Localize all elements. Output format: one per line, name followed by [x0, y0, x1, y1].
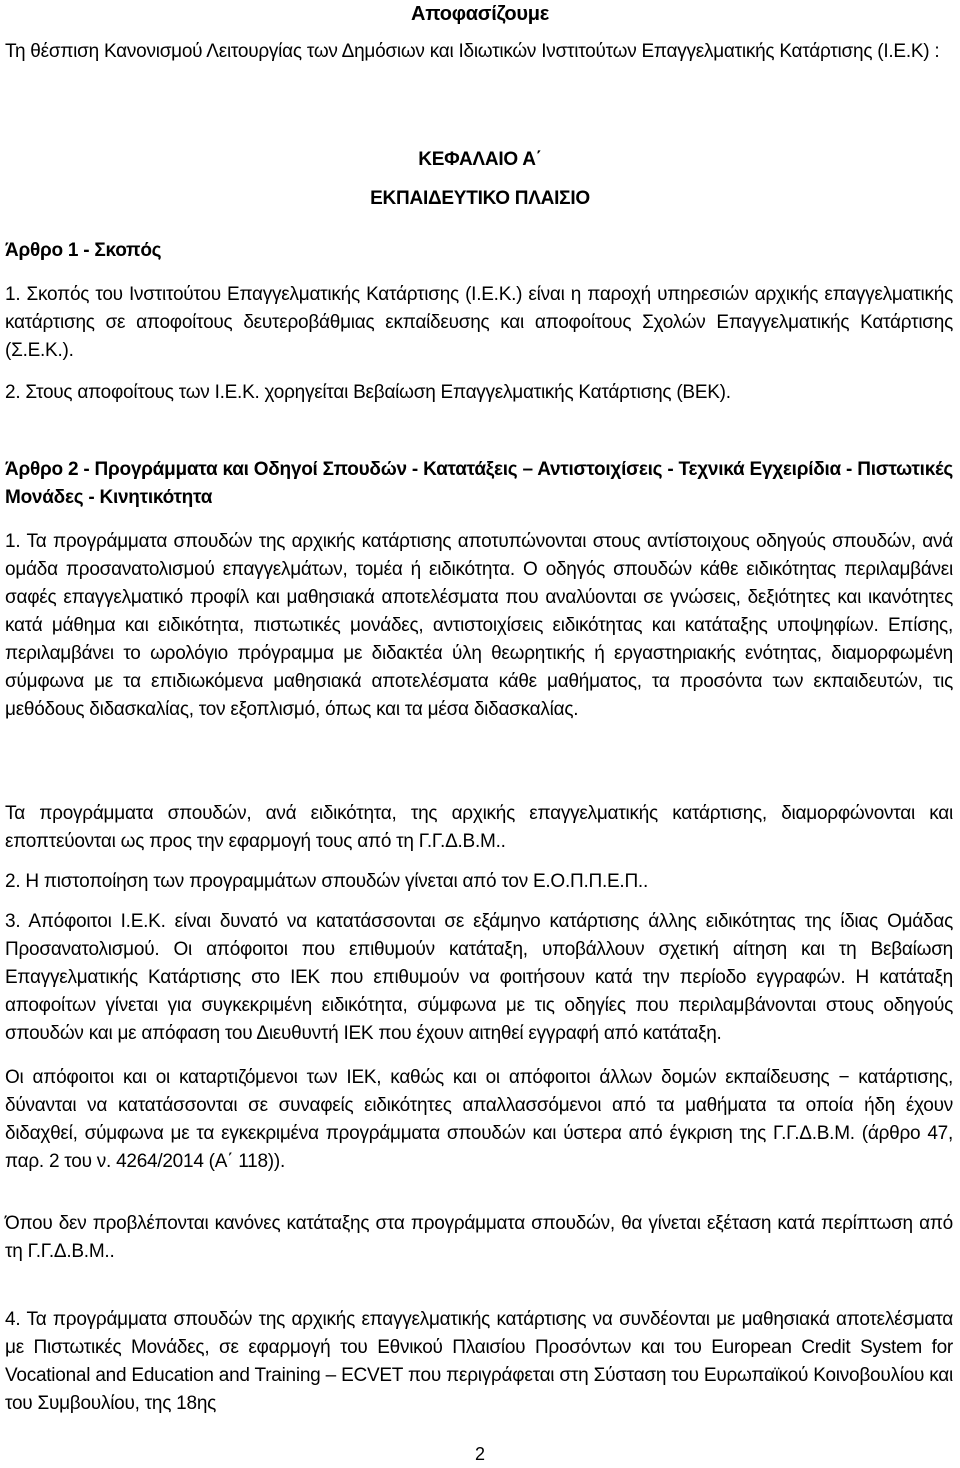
article-2-paragraph-7	[5, 1306, 953, 1418]
article-2-text-4: 3. Απόφοιτοι Ι.Ε.Κ. είναι δυνατό να κατατάσσονται σε εξάμηνο κατάρτισης άλλης ειδικότητας της ίδιας Ομάδας Προσανατολισμού. Οι απόφοιτοι που επιθυμούν κατάταξη, υποβάλλουν σχετική αίτηση και τη Βεβαίωση Επαγγελματικής Κατάρτισης στο ΙΕΚ που επιθυμούν να φοιτήσουν κατά την περίοδο εγγραφών. Η κατάταξη αποφοίτων γίνεται για συγκεκριμένη ειδικότητα, σύμφωνα με τις οδηγίες που περιλαμβάνονται στους οδηγούς σπουδών και με απόφαση του Διευθυντή ΙΕΚ που έχουν αιτηθεί εγγραφή από κατάταξη.	[5, 911, 953, 1044]
article-2-text-2: Τα προγράμματα σπουδών, ανά ειδικότητα, της αρχικής επαγγελματικής κατάρτισης, διαμορφώνονται και εποπτεύονται ως προς την εφαρμογή τους από τη Γ.Γ.Δ.Β.Μ..	[5, 803, 953, 852]
article-2-title-block	[5, 456, 953, 512]
article-2-paragraph-1	[5, 528, 953, 724]
article-2-paragraph-6	[5, 1210, 953, 1266]
article-1-paragraph-2	[5, 379, 953, 407]
chapter-subtitle: ΕΚΠΑΙΔΕΥΤΙΚΟ ΠΛΑΙΣΙΟ	[370, 188, 590, 209]
intro-text: Τη θέσπιση Κανονισμού Λειτουργίας των Δημόσιων και Ιδιωτικών Ινστιτούτων Επαγγελματικής Κατάρτισης (Ι.Ε.Κ) :	[5, 41, 940, 62]
article-2-paragraph-4	[5, 908, 953, 1048]
article-2-paragraph-2	[5, 800, 953, 856]
decision-heading: Αποφασίζουμε	[411, 3, 549, 25]
article-2-text-3: 2. Η πιστοποίηση των προγραμμάτων σπουδών γίνεται από τον Ε.Ο.Π.Π.Ε.Π..	[5, 871, 648, 892]
article-1-title-block	[5, 237, 953, 265]
article-2-paragraph-5	[5, 1064, 953, 1176]
article-1-title: Άρθρο 1 - Σκοπός	[5, 240, 162, 261]
article-2-text-5: Οι απόφοιτοι και οι καταρτιζόμενοι των ΙΕΚ, καθώς και οι απόφοιτοι άλλων δομών εκπαίδευσης − κατάρτισης, δύνανται να κατατάσσονται σε συναφείς ειδικότητες απαλλασσόμενοι από τα μαθήματα τα οποία ήδη έχουν διδαχθεί, σύμφωνα με τα εγκεκριμένα προγράμματα σπουδών και ύστερα από έγκριση της Γ.Γ.Δ.Β.Μ. (άρθρο 47, παρ. 2 του ν. 4264/2014 (Α΄ 118)).	[5, 1067, 953, 1172]
page-number: 2	[474, 1444, 485, 1464]
article-1-paragraph-1	[5, 281, 953, 365]
article-2-paragraph-3	[5, 868, 953, 896]
article-2-title: Άρθρο 2 - Προγράμματα και Οδηγοί Σπουδών - Κατατάξεις – Αντιστοιχίσεις - Τεχνικά Εγχειρίδια - Πιστωτικές Μονάδες - Κινητικότητα	[5, 459, 953, 508]
article-2-text-1: 1. Τα προγράμματα σπουδών της αρχικής κατάρτισης αποτυπώνονται στους αντίστοιχους οδηγούς σπουδών, ανά ομάδα προσανατολισμού επαγγελμάτων, τομέα ή ειδικότητα. Ο οδηγός σπουδών κάθε ειδικότητας περιλαμβάνει σαφές επαγγελματικό προφίλ και μαθησιακά αποτελέσματα που αναλύονται σε γνώσεις, δεξιότητες και ικανότητες κατά μάθημα και ειδικότητα, πιστωτικές μονάδες, αντιστοιχίσεις ειδικότητας και κατάταξης υποψηφίων. Επίσης, περιλαμβάνει το ωρολόγιο πρόγραμμα με διδακτέα ύλη θεωρητικής ή εργαστηριακής ενότητας, διαμορφωμένη σύμφωνα με τα επιδιωκόμενα μαθησιακά αποτελέσματα κάθε μαθήματος, τα προσόντα των εκπαιδευτών, τις μεθόδους διδασκαλίας, τον εξοπλισμό, όπως και τα μέσα διδασκαλίας.	[5, 531, 953, 720]
article-2-text-6: Όπου δεν προβλέπονται κανόνες κατάταξης στα προγράμματα σπουδών, θα γίνεται εξέταση κατά περίπτωση από τη Γ.Γ.Δ.Β.Μ..	[5, 1213, 953, 1262]
article-1-text-1: 1. Σκοπός του Ινστιτούτου Επαγγελματικής Κατάρτισης (Ι.Ε.Κ.) είναι η παροχή υπηρεσιών αρχικής επαγγελματικής κατάρτισης σε αποφοίτους δευτεροβάθμιας εκπαίδευσης και αποφοίτους Σχολών Επαγγελματικής Κατάρτισης (Σ.Ε.Κ.).	[5, 284, 953, 361]
chapter-title: ΚΕΦΑΛΑΙΟ Α΄	[418, 149, 542, 170]
article-2-text-7: 4. Τα προγράμματα σπουδών της αρχικής επαγγελματικής κατάρτισης να συνδέονται με μαθησιακά αποτελέσματα με Πιστωτικές Μονάδες, σε εφαρμογή του Εθνικού Πλαισίου Προσόντων και του European Credit System for Vocational and Education and Training – ECVET που περιγράφεται στη Σύσταση του Ευρωπαϊκού Κοινοβουλίου και του Συμβουλίου, της 18ης	[5, 1309, 953, 1414]
article-1-text-2: 2. Στους αποφοίτους των Ι.Ε.Κ. χορηγείται Βεβαίωση Επαγγελματικής Κατάρτισης (ΒΕΚ).	[5, 382, 731, 403]
intro-paragraph	[5, 38, 953, 66]
